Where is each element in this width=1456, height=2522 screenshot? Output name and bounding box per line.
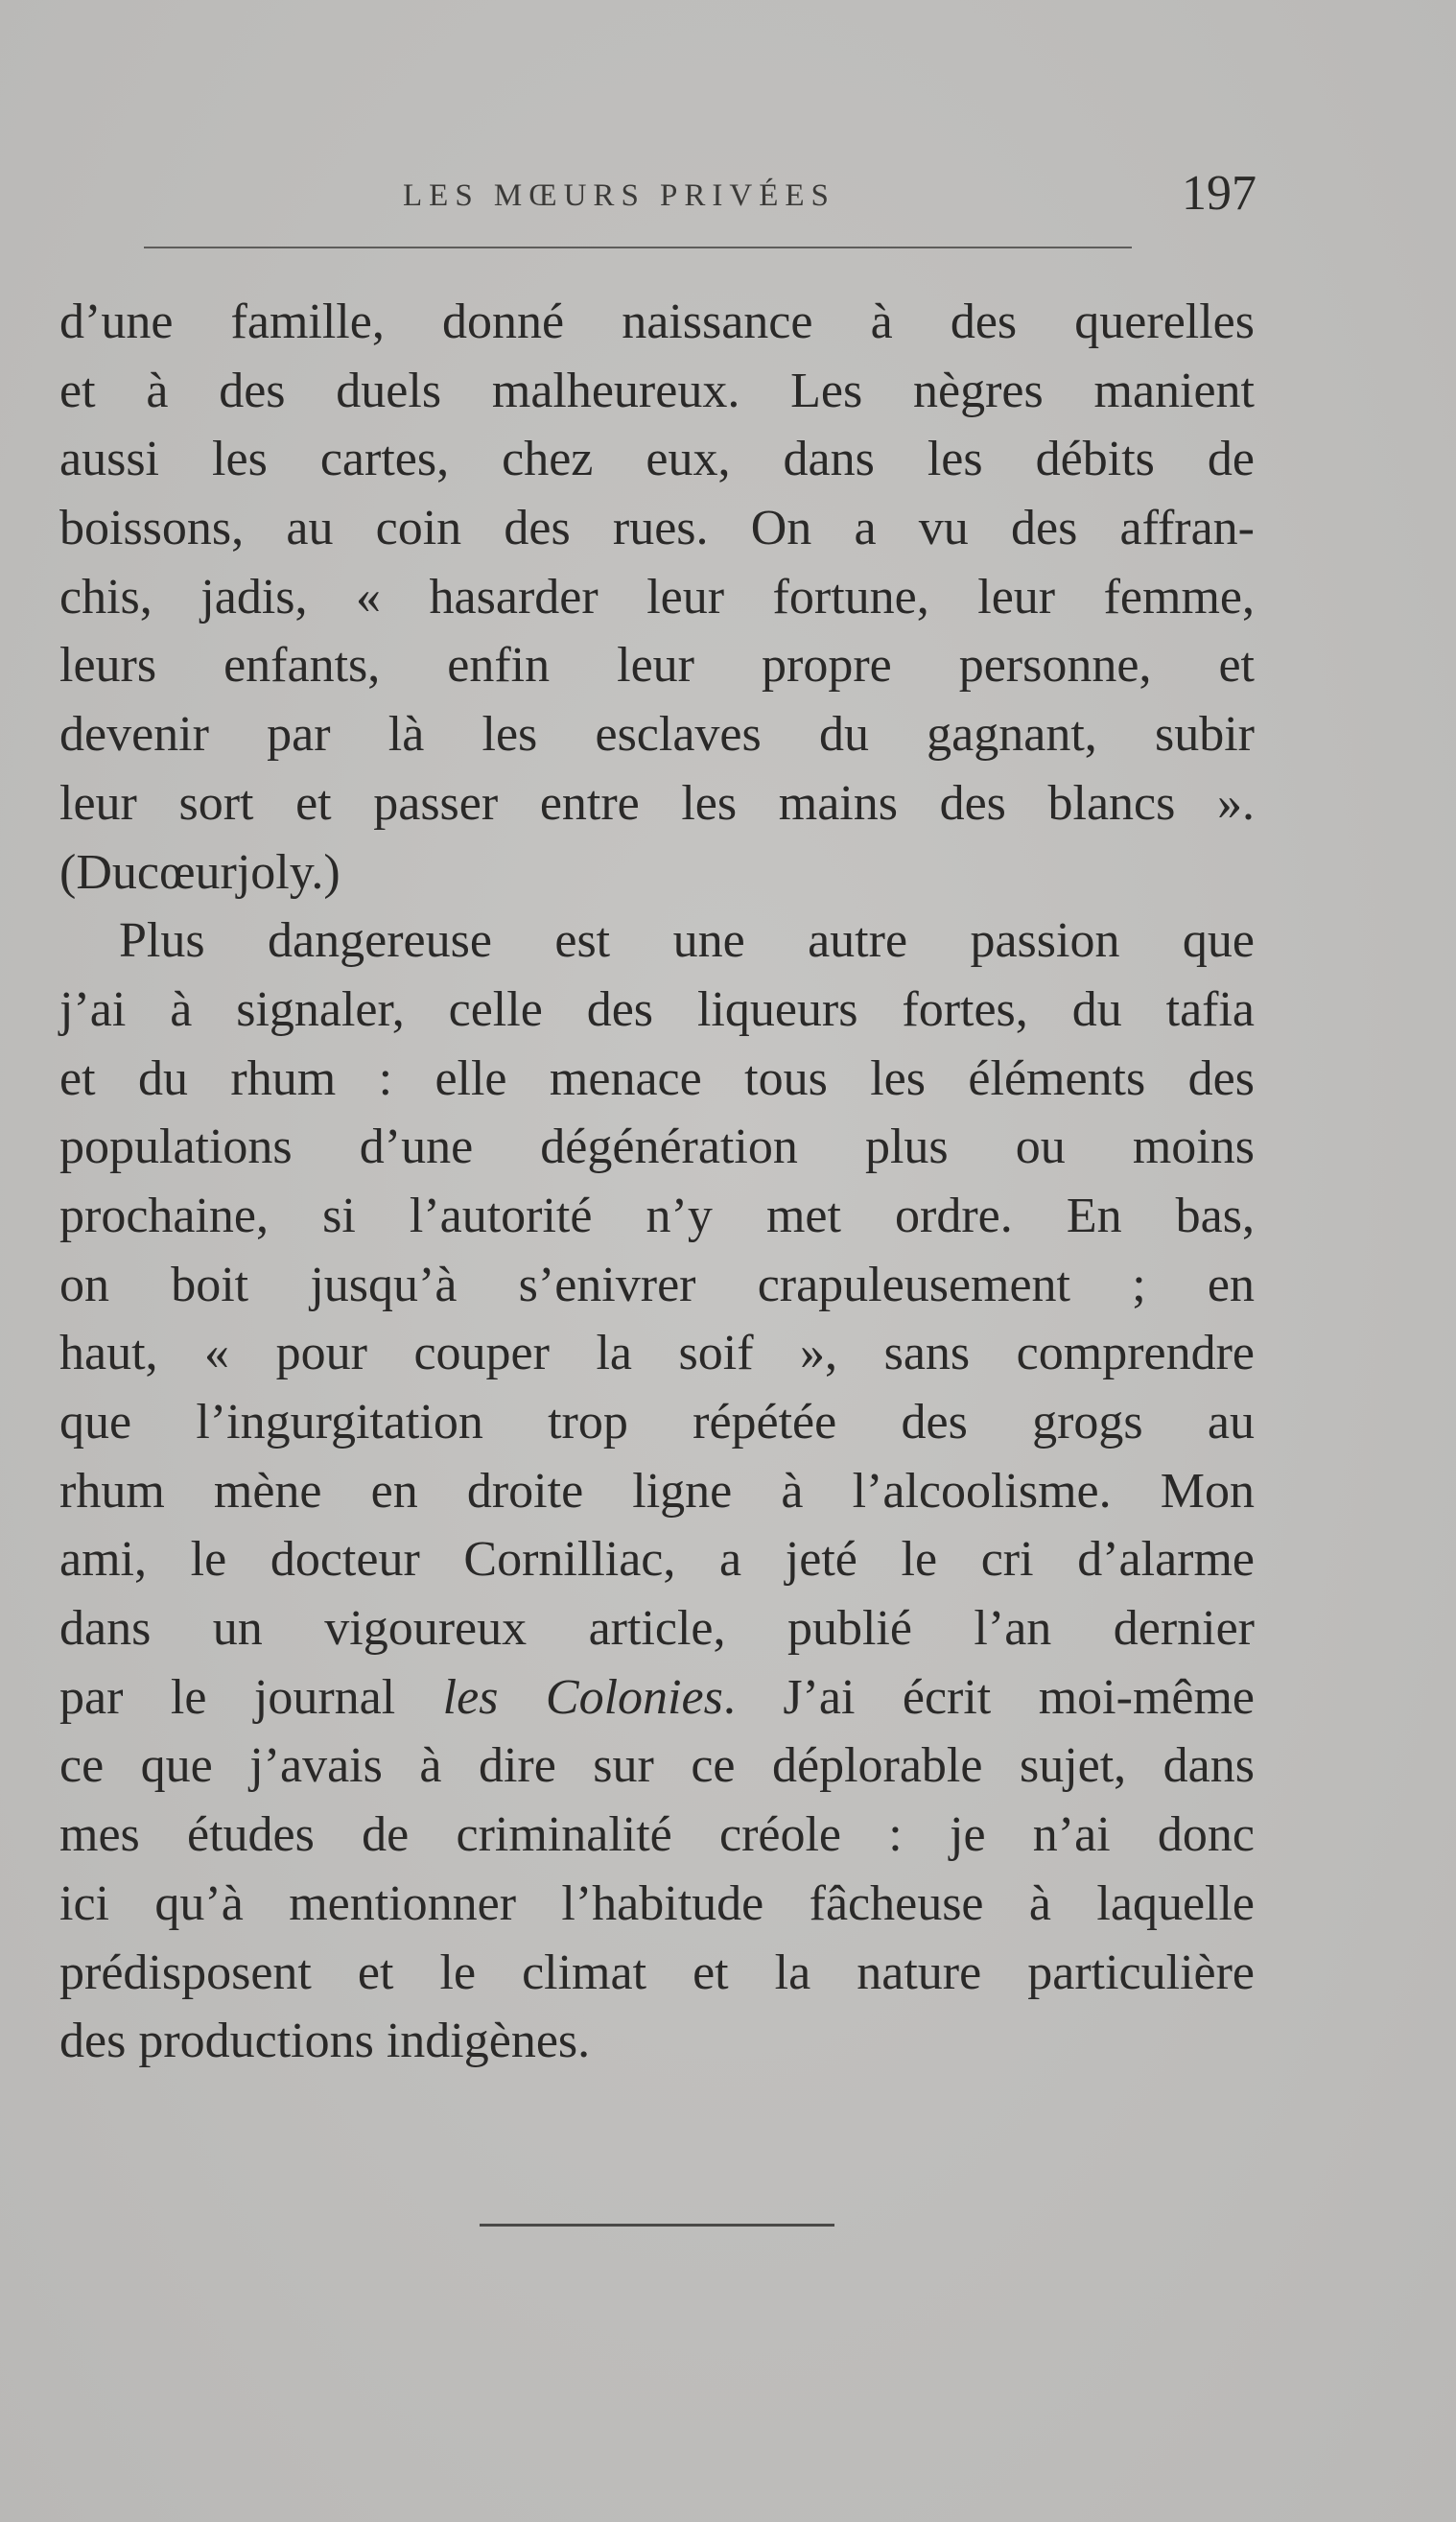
text-line	[59, 1663, 1255, 1732]
text-line: prochaine, si l’autorité n’y met ordre. En bas,	[59, 1188, 1255, 1243]
text-line: populations d’une dégénération plus ou moins	[59, 1120, 1255, 1175]
text-line: leurs enfants, enfin leur propre personne, et	[59, 638, 1255, 694]
text-line: boissons, au coin des rues. On a vu des affran-	[59, 501, 1255, 556]
text-line: ami, le docteur Cornilliac, a jeté le cri d’alarme	[59, 1532, 1255, 1588]
text-line: rhum mène en droite ligne à l’alcoolisme. Mon	[59, 1463, 1255, 1519]
text-fragment: . J’ai écrit moi-même	[722, 1669, 1255, 1725]
journal-title: les Colonies	[442, 1669, 723, 1725]
running-title: LES MŒURS PRIVÉES	[403, 178, 835, 213]
text-line: j’ai à signaler, celle des liqueurs fortes, du tafia	[59, 981, 1255, 1037]
text-fragment: par le journal	[59, 1669, 443, 1725]
text-line: et du rhum : elle menace tous les éléments des	[59, 1050, 1255, 1106]
text-line: que l’ingurgitation trop répétée des grogs au	[59, 1395, 1255, 1450]
text-line: prédisposent et le climat et la nature particulière	[59, 1945, 1255, 2000]
text-line: aussi les cartes, chez eux, dans les débits de	[59, 432, 1255, 487]
text-line: et à des duels malheureux. Les nègres manient	[59, 363, 1255, 418]
text-line: Plus dangereuse est une autre passion que	[119, 913, 1255, 969]
text-line: leur sort et passer entre les mains des blancs ».	[59, 775, 1255, 831]
text-line: ce que j’avais à dire sur ce déplorable sujet, dans	[59, 1738, 1255, 1794]
text-line: d’une famille, donné naissance à des querelles	[59, 295, 1255, 349]
section-end-rule	[480, 2224, 834, 2227]
page-header	[58, 161, 1256, 228]
text-line: dans un vigoureux article, publié l’an dernier	[59, 1601, 1255, 1657]
text-line: chis, jadis, « hasarder leur fortune, leur femme,	[59, 569, 1255, 625]
body-text	[59, 288, 1255, 2076]
header-rule	[144, 247, 1132, 248]
text-line: haut, « pour couper la soif », sans comprendre	[59, 1326, 1255, 1381]
text-line: des productions indigènes.	[59, 2014, 591, 2069]
page-number: 197	[1182, 166, 1256, 221]
text-line: on boit jusqu’à s’enivrer crapuleusement ; en	[59, 1257, 1255, 1312]
text-line: mes études de criminalité créole : je n’ai donc	[59, 1807, 1255, 1863]
text-line: ici qu’à mentionner l’habitude fâcheuse à laquelle	[59, 1875, 1255, 1931]
text-line: devenir par là les esclaves du gagnant, subir	[59, 707, 1255, 763]
text-line: (Ducœurjoly.)	[59, 844, 341, 900]
